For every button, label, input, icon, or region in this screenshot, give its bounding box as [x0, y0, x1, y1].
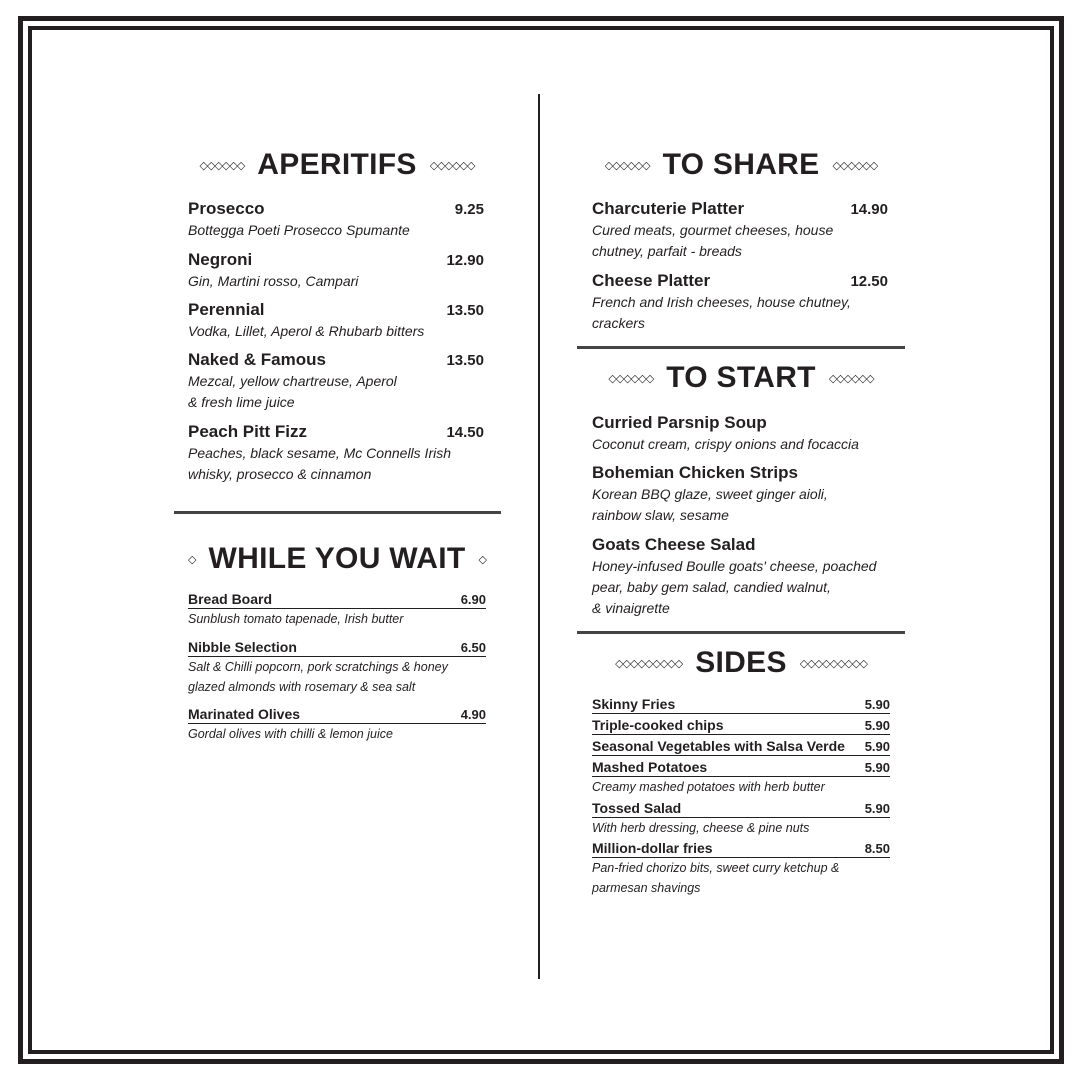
item-description: glazed almonds with rosemary & sea salt	[188, 680, 416, 694]
section-title: SIDES	[695, 646, 787, 679]
item-name: Perennial	[188, 300, 265, 319]
item-description: whisky, prosecco & cinnamon	[188, 466, 372, 482]
item-name: Charcuterie Platter	[592, 199, 745, 218]
item-description: Salt & Chilli popcorn, pork scratchings & honey	[188, 660, 448, 674]
item-description: & vinaigrette	[592, 600, 670, 616]
item-description: Mezcal, yellow chartreuse, Aperol	[188, 373, 397, 389]
item-name: Goats Cheese Salad	[592, 535, 756, 554]
sides-header	[592, 646, 890, 680]
menu-item-bread-board	[188, 591, 486, 629]
menu-item-charcuterie-platter	[592, 199, 890, 262]
diamond-ornament-icon: ◇◇◇◇◇◇	[199, 158, 245, 172]
diamond-ornament-icon: ◇	[188, 552, 196, 566]
item-price: 5.90	[864, 697, 890, 712]
item-description: Vodka, Lillet, Aperol & Rhubarb bitters	[188, 323, 425, 339]
item-description: Honey-infused Boulle goats' cheese, poached	[592, 558, 877, 574]
item-description: parmesan shavings	[592, 881, 701, 895]
column-divider	[538, 94, 540, 979]
item-price: 14.50	[446, 424, 484, 441]
item-price: 6.90	[460, 592, 486, 607]
item-price: 8.50	[864, 841, 890, 856]
menu-item-peach-pitt-fizz	[188, 422, 486, 485]
item-name: Tossed Salad	[592, 800, 682, 816]
item-price: 12.50	[850, 273, 888, 290]
item-name: Naked & Famous	[188, 350, 326, 369]
section-rule	[577, 631, 905, 634]
side-tossed-salad	[592, 800, 890, 838]
menu-item-negroni	[188, 250, 486, 292]
item-description: crackers	[592, 315, 645, 331]
item-price: 13.50	[446, 302, 484, 319]
section-rule	[174, 511, 501, 514]
menu-item-perennial	[188, 300, 486, 342]
side-mashed-potatoes	[592, 759, 890, 797]
inner-border	[28, 26, 1054, 1054]
diamond-ornament-icon: ◇◇◇◇◇◇	[429, 158, 475, 172]
menu-item-goats-cheese-salad	[592, 535, 890, 619]
side-triple-cooked-chips	[592, 717, 890, 735]
item-price: 13.50	[446, 352, 484, 369]
item-price: 9.25	[454, 201, 484, 218]
item-name: Curried Parsnip Soup	[592, 413, 767, 432]
side-skinny-fries	[592, 696, 890, 714]
side-million-dollar-fries	[592, 840, 890, 898]
menu-item-naked-famous	[188, 350, 486, 413]
item-name: Peach Pitt Fizz	[188, 422, 308, 441]
section-title: APERITIFS	[257, 148, 417, 181]
item-description: Pan-fried chorizo bits, sweet curry ketchup &	[592, 861, 840, 875]
side-seasonal-vegetables	[592, 738, 890, 756]
item-description: Bottegga Poeti Prosecco Spumante	[188, 222, 410, 238]
to-share-header	[592, 148, 890, 182]
diamond-ornament-icon: ◇◇◇◇◇◇◇◇◇	[799, 656, 867, 670]
item-description: pear, baby gem salad, candied walnut,	[592, 579, 831, 595]
item-description: Gin, Martini rosso, Campari	[188, 273, 359, 289]
menu-item-nibble-selection	[188, 639, 486, 697]
menu-item-cheese-platter	[592, 271, 890, 334]
item-price: 5.90	[864, 739, 890, 754]
item-description: Sunblush tomato tapenade, Irish butter	[188, 612, 404, 626]
item-name: Prosecco	[188, 199, 265, 218]
diamond-ornament-icon: ◇◇◇◇◇◇	[604, 158, 650, 172]
item-price: 4.90	[460, 707, 486, 722]
item-name: Bread Board	[188, 591, 273, 607]
section-title: TO START	[666, 361, 816, 394]
diamond-ornament-icon: ◇◇◇◇◇◇	[828, 371, 874, 385]
item-name: Negroni	[188, 250, 253, 269]
item-name: Bohemian Chicken Strips	[592, 463, 798, 482]
item-name: Skinny Fries	[592, 696, 676, 712]
item-description: chutney, parfait - breads	[592, 243, 742, 259]
item-description: Creamy mashed potatoes with herb butter	[592, 780, 825, 794]
item-name: Mashed Potatoes	[592, 759, 708, 775]
diamond-ornament-icon: ◇◇◇◇◇◇	[832, 158, 878, 172]
item-description: Coconut cream, crispy onions and focaccia	[592, 436, 859, 452]
menu-item-bohemian-chicken-strips	[592, 463, 890, 526]
item-name: Triple-cooked chips	[592, 717, 724, 733]
item-name: Cheese Platter	[592, 271, 711, 290]
item-description: Peaches, black sesame, Mc Connells Irish	[188, 445, 451, 461]
item-description: Cured meats, gourmet cheeses, house	[592, 222, 834, 238]
menu-item-curried-parsnip-soup	[592, 413, 890, 455]
item-price: 5.90	[864, 718, 890, 733]
item-price: 12.90	[446, 252, 484, 269]
diamond-ornament-icon: ◇◇◇◇◇◇◇◇◇	[615, 656, 683, 670]
item-price: 6.50	[460, 640, 486, 655]
section-title: TO SHARE	[662, 148, 820, 181]
item-description: French and Irish cheeses, house chutney,	[592, 294, 851, 310]
item-price: 5.90	[864, 760, 890, 775]
item-price: 14.90	[850, 201, 888, 218]
item-name: Seasonal Vegetables with Salsa Verde	[592, 738, 845, 754]
item-name: Nibble Selection	[188, 639, 297, 655]
diamond-ornament-icon: ◇	[478, 552, 486, 566]
item-name: Marinated Olives	[188, 706, 301, 722]
item-description: With herb dressing, cheese & pine nuts	[592, 821, 810, 835]
aperitifs-header	[188, 148, 486, 182]
section-title: WHILE YOU WAIT	[208, 542, 466, 575]
diamond-ornament-icon: ◇◇◇◇◇◇	[608, 371, 654, 385]
item-price: 5.90	[864, 801, 890, 816]
while-you-wait-header	[188, 542, 486, 576]
item-description: Gordal olives with chilli & lemon juice	[188, 727, 393, 741]
item-description: Korean BBQ glaze, sweet ginger aioli,	[592, 486, 828, 502]
menu-item-marinated-olives	[188, 706, 486, 744]
menu-item-prosecco	[188, 199, 486, 241]
to-start-header	[592, 361, 890, 395]
item-description: & fresh lime juice	[188, 394, 295, 410]
item-name: Million-dollar fries	[592, 840, 713, 856]
item-description: rainbow slaw, sesame	[592, 507, 729, 523]
section-rule	[577, 346, 905, 349]
